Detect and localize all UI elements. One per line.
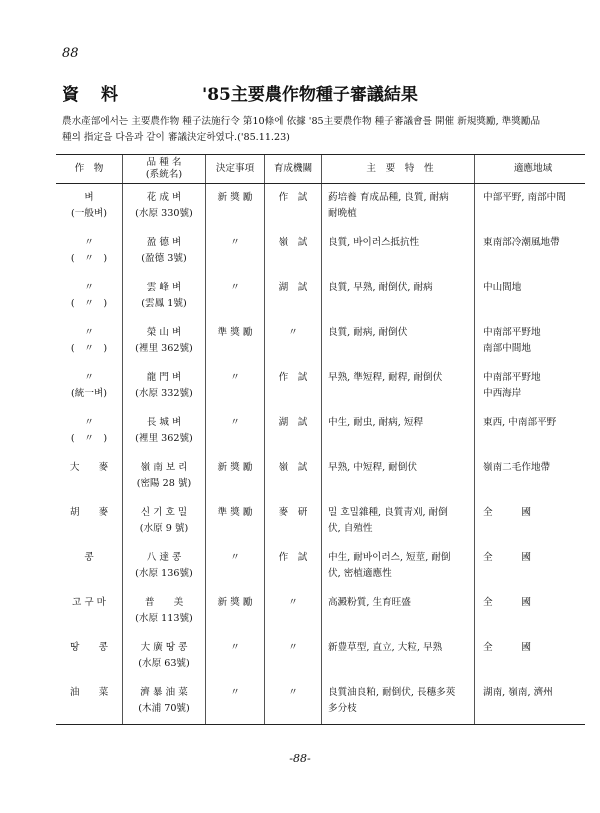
results-table — [56, 154, 585, 725]
cell-decision: 〃 — [206, 634, 265, 679]
cell-crop: 콩 — [84, 552, 94, 563]
cell-variety: 신 기 호 밀 (水原 9 號) — [123, 499, 206, 544]
cell-crop: 〃 ( 〃 ) — [70, 327, 108, 354]
header-variety: 品 種 名 (系統名) — [123, 155, 206, 184]
cell-variety: 長 城 벼 (裡里 362號) — [123, 409, 206, 454]
cell-crop: 벼 (一般벼) — [71, 192, 107, 219]
cell-crop: 〃 ( 〃 ) — [70, 417, 108, 444]
cell-decision: 〃 — [206, 409, 265, 454]
cell-crop: 〃 ( 〃 ) — [70, 282, 108, 309]
cell-crop: 〃 ( 〃 ) — [70, 237, 108, 264]
cell-traits: 新豊草型, 直立, 大粒, 早熟 — [322, 634, 475, 679]
cell-decision: 〃 — [206, 274, 265, 319]
table-row — [56, 499, 585, 544]
cell-variety: 濟 暴 油 菜 (木浦 70號) — [123, 679, 206, 725]
page-number-top: 88 — [62, 46, 79, 61]
cell-breeder: 麥 研 — [265, 499, 322, 544]
cell-region: 中山間地 — [475, 274, 586, 319]
cell-traits: 良質, 바이러스抵抗性 — [322, 229, 475, 274]
cell-region: 湖南, 嶺南, 濟州 — [475, 679, 586, 725]
cell-traits: 中生, 耐바이러스, 短莖, 耐倒 伏, 密植適應性 — [322, 544, 475, 589]
cell-crop: 〃 (統一벼) — [71, 372, 107, 399]
cell-variety: 嶺 南 보 리 (密陽 28 號) — [123, 454, 206, 499]
table-row — [56, 544, 585, 589]
cell-breeder: 湖 試 — [265, 409, 322, 454]
page-title: '85主要農作物種子審議結果 — [202, 85, 418, 105]
cell-traits: 早熟, 準短稈, 耐稈, 耐倒伏 — [322, 364, 475, 409]
title-row — [62, 80, 542, 104]
cell-crop: 大 麥 — [69, 462, 109, 473]
cell-region: 東西, 中南部平野 — [475, 409, 586, 454]
table-body — [56, 184, 585, 725]
cell-traits: 早熟, 中短稈, 耐倒伏 — [322, 454, 475, 499]
cell-crop: 油 菜 — [56, 679, 123, 725]
cell-decision: 〃 — [206, 679, 265, 725]
cell-traits: 良質油良粕, 耐倒伏, 長穗多莢 多分枝 — [322, 679, 475, 725]
cell-decision: 準 獎 勵 — [206, 319, 265, 364]
cell-variety: 雲 峰 벼 (雲鳳 1號) — [123, 274, 206, 319]
cell-variety: 盈 德 벼 (盈德 3號) — [123, 229, 206, 274]
cell-region: 全 國 — [475, 544, 586, 589]
cell-variety: 榮 山 벼 (裡里 362號) — [123, 319, 206, 364]
cell-traits: 밀 호밀雜種, 良質靑刈, 耐倒 伏, 自殖性 — [322, 499, 475, 544]
cell-crop: 胡 麥 — [69, 507, 109, 518]
cell-breeder: 嶺 試 — [265, 229, 322, 274]
cell-breeder: 作 試 — [265, 364, 322, 409]
cell-decision: 〃 — [206, 544, 265, 589]
cell-crop: 고 구 마 — [72, 597, 106, 608]
header-traits: 主 要 特 性 — [322, 155, 475, 184]
cell-variety: 八 達 콩 (水原 136號) — [123, 544, 206, 589]
cell-traits: 良質, 早熟, 耐倒伏, 耐病 — [322, 274, 475, 319]
cell-breeder: 作 試 — [265, 184, 322, 230]
intro-paragraph: 農水產部에서는 主要農作物 種子法施行令 第10條에 依據 '85主要農作物 種子審議會를 開催 新規獎勵, 準獎勵品種의 指定을 다음과 같이 審議決定하였다.('85.11.23) — [62, 116, 541, 143]
table-row — [56, 454, 585, 499]
page-number-bottom: -88- — [289, 752, 311, 765]
table-row — [56, 634, 585, 679]
cell-breeder: 〃 — [265, 679, 322, 725]
header-crop: 作 物 — [56, 155, 123, 184]
cell-region: 東南部冷潮風地帶 — [475, 229, 586, 274]
cell-region: 全 國 — [475, 634, 586, 679]
cell-traits: 高澱粉質, 生育旺盛 — [322, 589, 475, 634]
cell-region: 中南部平野地 中西海岸 — [475, 364, 586, 409]
table-row — [56, 184, 585, 230]
cell-variety: 花 成 벼 (水原 330號) — [123, 184, 206, 230]
table-row — [56, 589, 585, 634]
cell-decision: 〃 — [206, 364, 265, 409]
table-row — [56, 679, 585, 725]
cell-traits: 良質, 耐病, 耐倒伏 — [322, 319, 475, 364]
cell-region: 全 國 — [475, 499, 586, 544]
cell-decision: 新 獎 勵 — [206, 454, 265, 499]
cell-decision: 〃 — [206, 229, 265, 274]
cell-variety: 普 美 (水原 113號) — [123, 589, 206, 634]
cell-region: 全 國 — [475, 589, 586, 634]
table-row — [56, 229, 585, 274]
cell-region: 中部平野, 南部中間 — [475, 184, 586, 230]
cell-variety: 龍 門 벼 (水原 332號) — [123, 364, 206, 409]
table-row — [56, 319, 585, 364]
table-header-row — [56, 155, 585, 184]
cell-breeder: 湖 試 — [265, 274, 322, 319]
cell-breeder: 〃 — [265, 319, 322, 364]
cell-breeder: 作 試 — [265, 544, 322, 589]
cell-decision: 準 獎 勵 — [206, 499, 265, 544]
header-breeder: 育成機關 — [265, 155, 322, 184]
cell-traits: 葯培養 育成品種, 良質, 耐病 耐晩植 — [322, 184, 475, 230]
table-row — [56, 364, 585, 409]
cell-breeder: 〃 — [265, 634, 322, 679]
table-row — [56, 409, 585, 454]
cell-breeder: 嶺 試 — [265, 454, 322, 499]
section-label: 資料 — [62, 85, 140, 105]
cell-crop: 땅 콩 — [70, 642, 108, 653]
cell-decision: 新 獎 勵 — [206, 589, 265, 634]
table-row — [56, 274, 585, 319]
header-decision: 決定事項 — [206, 155, 265, 184]
cell-variety: 大 廣 땅 콩 (水原 63號) — [123, 634, 206, 679]
cell-breeder: 〃 — [265, 589, 322, 634]
header-region: 適應地域 — [475, 155, 586, 184]
cell-traits: 中生, 耐虫, 耐病, 短稈 — [322, 409, 475, 454]
cell-region: 中南部平野地 南部中間地 — [475, 319, 586, 364]
cell-decision: 新 獎 勵 — [206, 184, 265, 230]
cell-region: 嶺南二毛作地帶 — [475, 454, 586, 499]
